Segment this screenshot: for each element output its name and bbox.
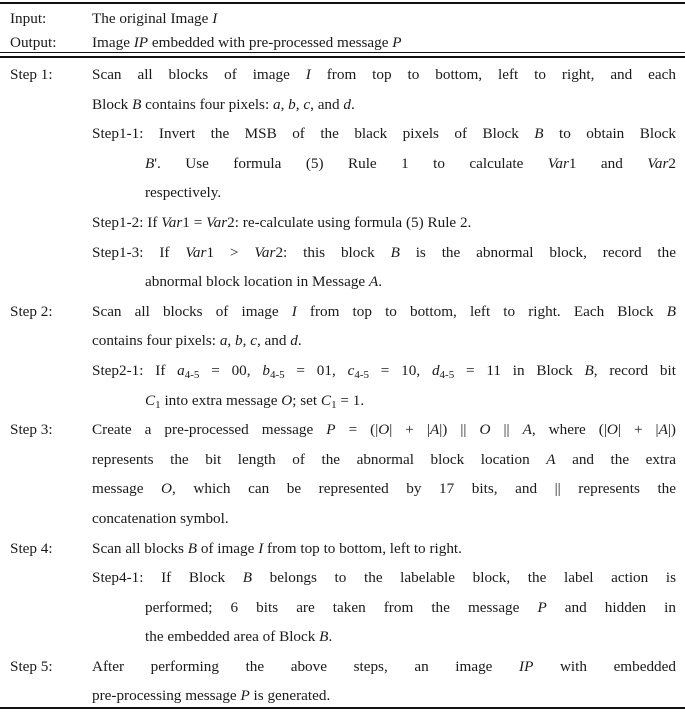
row-body-step-4 bbox=[92, 534, 676, 652]
row-label-step-2: Step 2: bbox=[10, 302, 53, 320]
substep-1-2 bbox=[92, 208, 676, 238]
text-line: Create a pre-processed message P = (|O| + |A|) || O || A, where (|O| + |A|) bbox=[92, 421, 676, 439]
text-line: Step1-3: If Var1 > Var2: this block B is the abnormal block, record the bbox=[92, 243, 676, 261]
row-body-step-1 bbox=[92, 60, 676, 297]
row-label-output: Output: bbox=[10, 34, 57, 51]
row-input bbox=[0, 4, 685, 28]
row-step-3 bbox=[0, 415, 685, 533]
row-body-output bbox=[92, 28, 676, 58]
text-line: Block B contains four pixels: a, b, c, and d. bbox=[92, 95, 355, 113]
text-line: Step1-2: If Var1 = Var2: re-calculate using formula (5) Rule 2. bbox=[92, 213, 472, 231]
table-rows bbox=[0, 4, 685, 711]
text-line: Step2-1: If $a_{4-5} = 00$, $b_{4-5} = 01$, $c_{4-5} = 10$, $d_{4-5} = 11$ in Block B, record bit bbox=[92, 361, 676, 382]
text-line: Image IP embedded with pre-processed message P bbox=[92, 34, 402, 51]
text-line: message O, which can be represented by 17 bits, and || represents the bbox=[92, 480, 677, 498]
text-line: Scan all blocks of image I from top to bottom, left to right. Each Block B bbox=[92, 302, 676, 320]
row-step-4 bbox=[0, 534, 685, 652]
text-line: contains four pixels: a, b, c, and d. bbox=[92, 332, 302, 350]
row-label-input: Input: bbox=[10, 10, 47, 27]
text-line: After performing the above steps, an image IP with embedded bbox=[92, 657, 676, 675]
text-line: abnormal block location in Message A. bbox=[145, 273, 383, 291]
text-line: concatenation symbol. bbox=[92, 509, 229, 527]
row-label-step-3: Step 3: bbox=[10, 421, 53, 439]
row-label-step-1: Step 1: bbox=[10, 66, 53, 83]
text-line: B'. Use formula (5) Rule 1 to calculate Var1 and Var2 bbox=[145, 154, 676, 172]
text-line: performed; 6 bits are taken from the message P and hidden in bbox=[145, 598, 676, 616]
row-step-1 bbox=[0, 60, 685, 297]
substep-4-1 bbox=[92, 563, 676, 652]
text-line: respectively. bbox=[145, 184, 222, 202]
text-line: pre-processing message P is generated. bbox=[92, 687, 331, 705]
text-line: represents the bit length of the abnormal block location A and the extra bbox=[92, 450, 676, 468]
text-line: The original Image I bbox=[92, 10, 218, 27]
row-label-step-4: Step 4: bbox=[10, 539, 53, 557]
text-line: Step1-1: Invert the MSB of the black pixels of Block B to obtain Block bbox=[92, 125, 676, 143]
row-step-2 bbox=[0, 297, 685, 415]
row-step-5 bbox=[0, 652, 685, 711]
text-line: Scan all blocks of image I from top to bottom, left to right, and each bbox=[92, 66, 676, 83]
row-output bbox=[0, 28, 685, 52]
row-body-step-5 bbox=[92, 652, 676, 711]
substep-1-3 bbox=[92, 238, 676, 297]
substep-2-1 bbox=[92, 356, 676, 415]
text-line: Scan all blocks B of image I from top to bottom, left to right. bbox=[92, 539, 462, 557]
text-line: $C_1$ into extra message O; set $C_1 = 1$. bbox=[145, 391, 365, 411]
row-body-step-3 bbox=[92, 415, 676, 533]
substep-1-1 bbox=[92, 119, 676, 208]
row-body-step-2 bbox=[92, 297, 676, 415]
row-label-step-5: Step 5: bbox=[10, 657, 53, 675]
text-line: the embedded area of Block B. bbox=[145, 628, 333, 646]
text-line: Step4-1: If Block B belongs to the labelable block, the label action is bbox=[92, 569, 677, 587]
